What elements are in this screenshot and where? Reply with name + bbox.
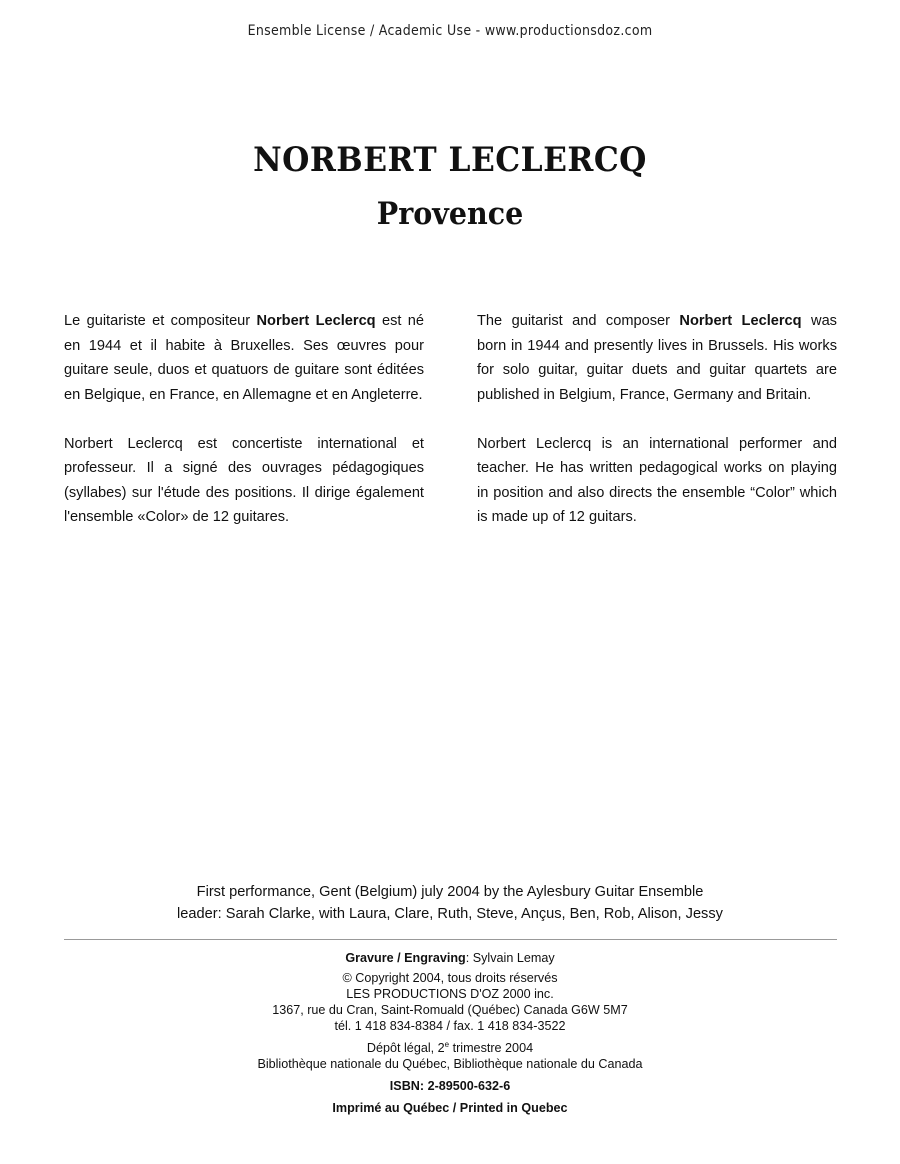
bio-fr-paragraph-2: Norbert Leclercq est concertiste international et professeur. Il a signé des ouvrages pédagogiques (syllabes) sur l'étude des positions. Il dirige également l'ensemble «Color» de 12 guitares. bbox=[64, 435, 424, 525]
biography-french bbox=[64, 309, 424, 554]
library-line: Bibliothèque nationale du Québec, Bibliothèque nationale du Canada bbox=[257, 1057, 643, 1071]
performance-credits bbox=[0, 881, 900, 925]
publisher-name: LES PRODUCTIONS D'OZ 2000 inc. bbox=[346, 987, 554, 1001]
bio-en-composer-name: Norbert Leclercq bbox=[679, 313, 802, 329]
divider bbox=[64, 939, 837, 940]
publisher-address: 1367, rue du Cran, Saint-Romuald (Québec) Canada G6W 5M7 bbox=[272, 1003, 628, 1017]
bio-fr-p1-text-cont: est né en 1944 et il habite à Bruxelles. Ses œuvres pour guitare seule, duos et quatuors de guitare sont éditées en Belgique, en France, en Allemagne et en Angleterre. bbox=[64, 313, 425, 403]
legal-deposit-text: Dépôt légal, 2 bbox=[366, 1041, 445, 1055]
bio-en-p1-text-cont: was born in 1944 and presently lives in Brussels. His works for solo guitar, guitar duets and guitar quartets are published in Belgium, France, Germany and Britain. bbox=[477, 313, 837, 403]
legal-deposit bbox=[0, 1040, 900, 1056]
bio-en-paragraph-1 bbox=[477, 309, 837, 407]
work-title: Provence bbox=[376, 196, 524, 232]
bio-en-p1-text: The guitarist and composer bbox=[477, 313, 680, 329]
legal-deposit-text-cont: trimestre 2004 bbox=[449, 1041, 534, 1055]
biography-english bbox=[477, 309, 837, 554]
bio-fr-p1-text: Le guitariste et compositeur bbox=[64, 313, 257, 329]
legal-deposit-sup: e bbox=[444, 1039, 450, 1049]
engraving-label: Gravure / Engraving bbox=[345, 951, 466, 965]
first-performance-line: First performance, Gent (Belgium) july 2004 by the Aylesbury Guitar Ensemble bbox=[196, 884, 704, 900]
engraving-value: : Sylvain Lemay bbox=[465, 951, 555, 965]
engraving-credit bbox=[0, 950, 900, 966]
bio-en-paragraph-2: Norbert Leclercq is an international performer and teacher. He has written pedagogical works on playing in position and also directs the ensemble “Color” which is made up of 12 guitars. bbox=[477, 435, 837, 525]
bio-fr-paragraph-1 bbox=[64, 309, 424, 407]
publication-footer bbox=[0, 950, 900, 1116]
copyright-line: © Copyright 2004, tous droits réservés bbox=[342, 971, 558, 985]
bio-fr-composer-name: Norbert Leclercq bbox=[256, 313, 376, 329]
isbn: ISBN: 2-89500-632-6 bbox=[389, 1079, 511, 1093]
composer-title: NORBERT LECLERCQ bbox=[253, 140, 647, 180]
license-header: Ensemble License / Academic Use - www.productionsdoz.com bbox=[247, 23, 653, 39]
ensemble-members-line: leader: Sarah Clarke, with Laura, Clare, Ruth, Steve, Ançus, Ben, Rob, Alison, Jessy bbox=[177, 906, 723, 922]
printed-in: Imprimé au Québec / Printed in Quebec bbox=[332, 1101, 568, 1115]
publisher-phone: tél. 1 418 834-8384 / fax. 1 418 834-3522 bbox=[334, 1019, 566, 1033]
